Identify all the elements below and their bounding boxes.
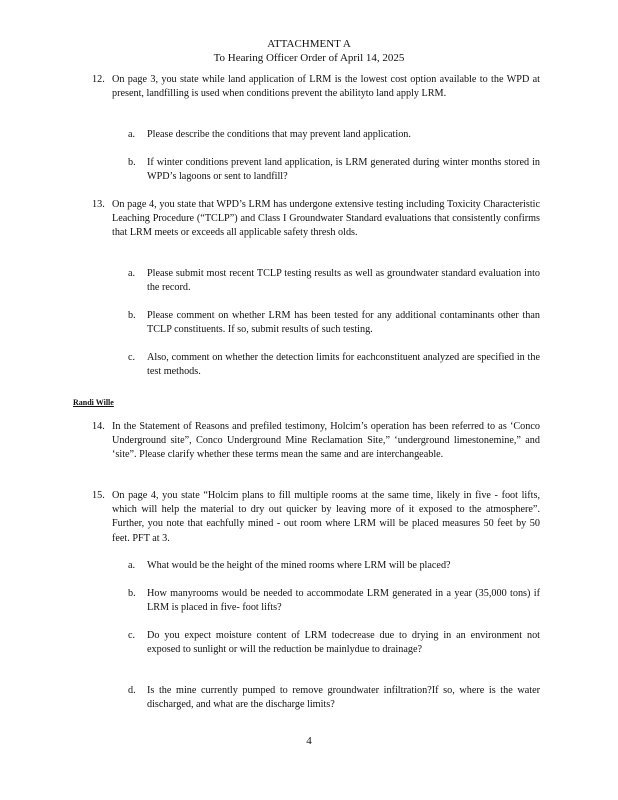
sub-text: If winter conditions prevent land application, is LRM generated during winter months stored in WPD’s lagoons or sent to landfill? xyxy=(147,157,540,183)
question-14 xyxy=(92,420,540,463)
question-number: 13. xyxy=(92,199,105,210)
sub-letter: b. xyxy=(128,310,136,321)
question-12b xyxy=(128,156,540,184)
sub-text: Please submit most recent TCLP testing results as well as groundwater standard evaluation into the record. xyxy=(147,268,540,294)
sub-letter: a. xyxy=(128,268,136,279)
question-13b xyxy=(128,309,540,337)
question-text: In the Statement of Reasons and prefiled testimony, Holcim’s operation has been referred to as ‘Conco Underground site”, Conco Underground Mine Reclamation Site,” ‘underground limestonemine,” and ‘site”. Please clarify whether these terms mean the same and are interchangeable. xyxy=(112,421,540,461)
page-number: 4 xyxy=(306,735,312,747)
question-number: 14. xyxy=(92,421,105,432)
sub-letter: d. xyxy=(128,685,136,696)
question-15d xyxy=(128,684,540,712)
question-number: 15. xyxy=(92,490,105,501)
question-text: On page 3, you state while land application of LRM is the lowest cost option available to the WPD at present, landfilling is used when conditions prevent the abilityto land apply LRM. xyxy=(112,74,540,100)
question-15 xyxy=(92,489,540,546)
sub-text: Also, comment on whether the detection limits for eachconstituent analyzed are specified in the test methods. xyxy=(147,352,540,378)
question-15c xyxy=(128,629,540,657)
question-text: On page 4, you state that WPD’s LRM has undergone extensive testing including Toxicity Characteristic Leaching Procedure (“TCLP”) and Class I Groundwater Standard evaluations that consistently confirms that LRM meets or exceeds all applicable safety thresh olds. xyxy=(112,199,540,239)
order-subheading: To Hearing Officer Order of April 14, 2025 xyxy=(213,52,405,64)
question-13c xyxy=(128,351,540,379)
question-text: On page 4, you state “Holcim plans to fill multiple rooms at the same time, likely in five - foot lifts, which will help the material to dry out quicker by leaving more of it exposed to the atmosphere”. Further, you note that eachfully mined - out room where LRM will be placed measures 50 feet by 50 feet. PFT at 3. xyxy=(112,490,540,544)
sub-letter: c. xyxy=(128,352,136,363)
sub-text: Please describe the conditions that may prevent land application. xyxy=(147,129,411,140)
sub-letter: b. xyxy=(128,157,136,168)
sub-letter: a. xyxy=(128,129,136,140)
sub-text: Do you expect moisture content of LRM todecrease due to drying in an environment not exposed to sunlight or will the reduction be mainlydue to drainage? xyxy=(147,630,540,656)
sub-text: Please comment on whether LRM has been tested for any additional contaminants other than TCLP constituents. If so, submit results of such testing. xyxy=(147,310,540,336)
sub-letter: c. xyxy=(128,630,136,641)
question-15b xyxy=(128,587,540,615)
speaker-name: Randi Wille xyxy=(73,398,114,407)
question-13a xyxy=(128,267,540,295)
question-number: 12. xyxy=(92,74,105,85)
attachment-heading: ATTACHMENT A xyxy=(267,38,351,50)
sub-text: What would be the height of the mined rooms where LRM will be placed? xyxy=(147,560,451,571)
question-12 xyxy=(92,73,540,101)
question-12a xyxy=(128,128,540,142)
question-15a xyxy=(128,559,540,573)
sub-text: How manyrooms would be needed to accommodate LRM generated in a year (35,000 tons) if LRM is placed in five- foot lifts? xyxy=(147,588,540,614)
question-13 xyxy=(92,198,540,241)
sub-text: Is the mine currently pumped to remove groundwater infiltration?If so, where is the water discharged, and what are the discharge limits? xyxy=(147,685,540,711)
sub-letter: a. xyxy=(128,560,136,571)
sub-letter: b. xyxy=(128,588,136,599)
